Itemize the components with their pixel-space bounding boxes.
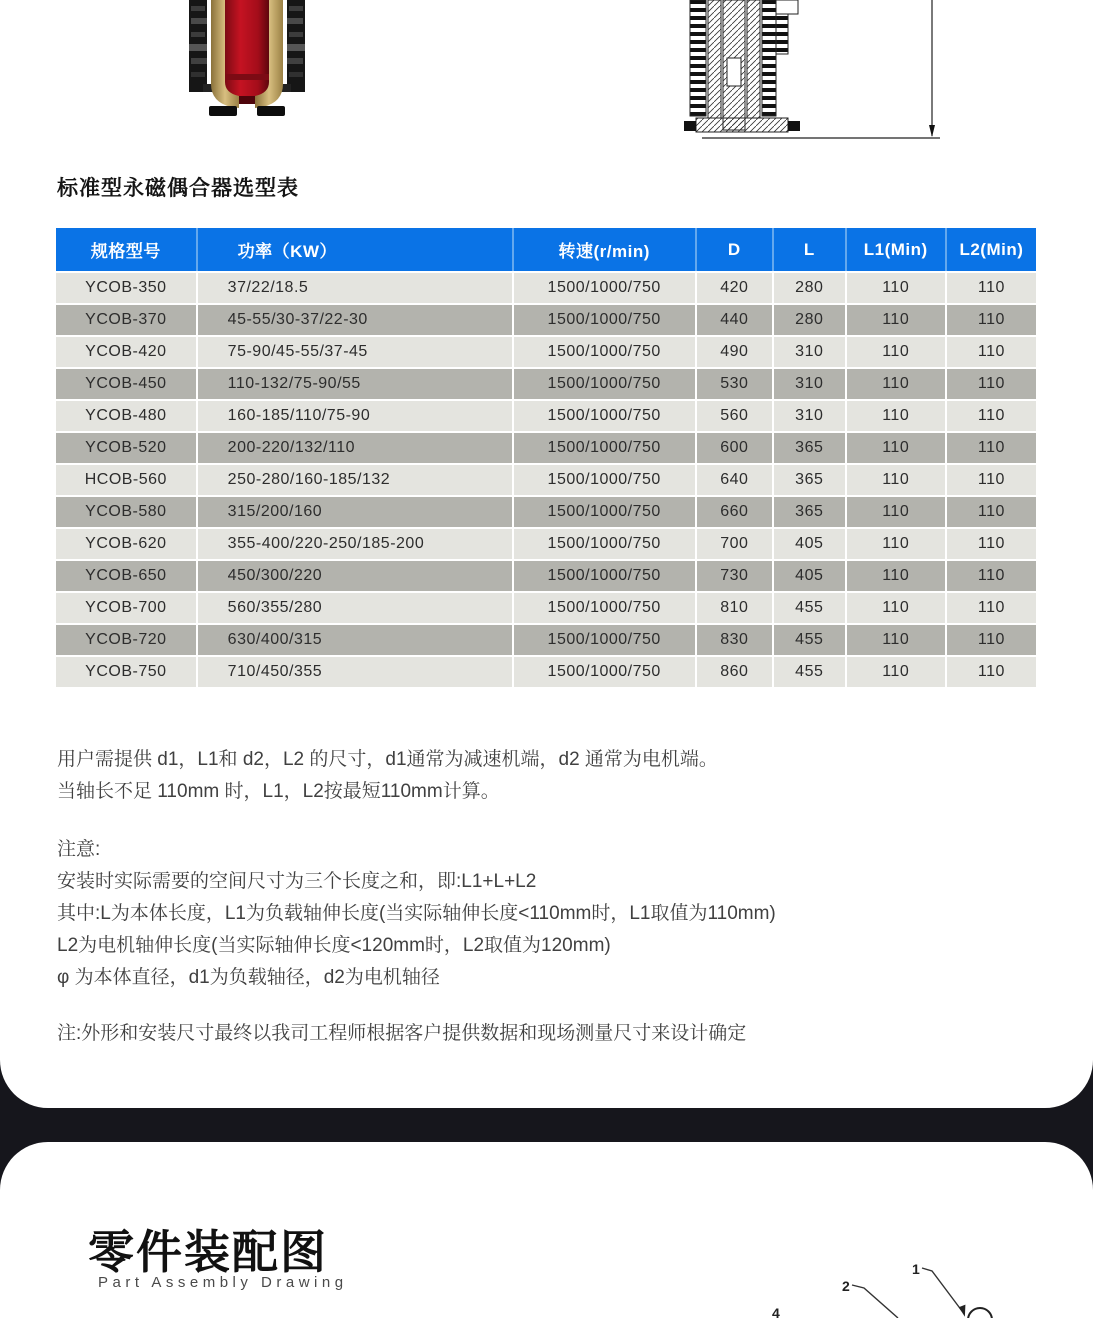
table-cell: YCOB-650	[56, 560, 197, 592]
table-cell: 110	[846, 336, 946, 368]
table-cell: 1500/1000/750	[513, 528, 696, 560]
table-row	[56, 304, 1036, 336]
table-cell: 200-220/132/110	[197, 432, 513, 464]
table-cell: 37/22/18.5	[197, 272, 513, 304]
table-cell: 405	[773, 560, 846, 592]
table-cell: 1500/1000/750	[513, 432, 696, 464]
table-cell: 110	[946, 656, 1036, 688]
table-cell: 440	[696, 304, 773, 336]
table-cell: 365	[773, 496, 846, 528]
table-cell: YCOB-420	[56, 336, 197, 368]
assembly-section-card	[0, 1142, 1093, 1318]
table-cell: 560/355/280	[197, 592, 513, 624]
table-row	[56, 464, 1036, 496]
table-cell: 160-185/110/75-90	[197, 400, 513, 432]
table-cell: 455	[773, 592, 846, 624]
table-cell: 110	[946, 336, 1036, 368]
table-cell: 110	[846, 272, 946, 304]
table-cell: 310	[773, 400, 846, 432]
table-cell: YCOB-520	[56, 432, 197, 464]
table-cell: 1500/1000/750	[513, 656, 696, 688]
table-cell: 110	[846, 624, 946, 656]
assembly-drawing-callouts	[740, 1238, 1093, 1318]
table-cell: YCOB-480	[56, 400, 197, 432]
table-cell: 660	[696, 496, 773, 528]
table-row	[56, 592, 1036, 624]
table-cell: 110	[846, 464, 946, 496]
table-cell: 110	[946, 368, 1036, 400]
table-cell: 630/400/315	[197, 624, 513, 656]
table-cell: 710/450/355	[197, 656, 513, 688]
spec-table-title: 标准型永磁偶合器选型表	[57, 177, 299, 200]
table-cell: 110	[846, 496, 946, 528]
table-cell: 110	[946, 464, 1036, 496]
table-cell: 600	[696, 432, 773, 464]
caution-line1: 安装时实际需要的空间尺寸为三个长度之和，即:L1+L+L2	[57, 871, 537, 892]
caution-line3: L2为电机轴伸长度(当实际轴伸长度<120mm时，L2取值为120mm)	[57, 935, 611, 956]
table-cell: 110	[946, 560, 1036, 592]
table-cell: 1500/1000/750	[513, 304, 696, 336]
table-cell: 110	[946, 496, 1036, 528]
table-cell: 1500/1000/750	[513, 496, 696, 528]
assembly-section-subtitle: Part Assembly Drawing	[98, 1274, 348, 1291]
table-cell: 110	[846, 656, 946, 688]
table-cell: 315/200/160	[197, 496, 513, 528]
table-cell: 110	[846, 432, 946, 464]
table-cell: 420	[696, 272, 773, 304]
part-circle	[968, 1308, 992, 1318]
table-cell: 110	[946, 304, 1036, 336]
table-cell: 700	[696, 528, 773, 560]
assembly-section-title: 零件装配图	[88, 1226, 328, 1278]
table-cell: 110	[846, 560, 946, 592]
table-cell: 1500/1000/750	[513, 464, 696, 496]
table-cell: 110	[946, 624, 1036, 656]
callout-number: 1	[912, 1261, 920, 1277]
table-cell: YCOB-370	[56, 304, 197, 336]
table-cell: 730	[696, 560, 773, 592]
column-header: 规格型号	[56, 228, 197, 272]
column-header: D	[696, 228, 773, 272]
notes	[57, 744, 1017, 1050]
table-cell: 1500/1000/750	[513, 272, 696, 304]
column-header: L2(Min)	[946, 228, 1036, 272]
column-header: 功率（KW）	[197, 228, 513, 272]
table-cell: YCOB-580	[56, 496, 197, 528]
table-cell: 110	[946, 400, 1036, 432]
table-cell: 110	[946, 528, 1036, 560]
table-cell: 110	[846, 400, 946, 432]
table-row	[56, 528, 1036, 560]
table-cell: 45-55/30-37/22-30	[197, 304, 513, 336]
technical-drawing-image	[672, 0, 947, 144]
table-cell: 365	[773, 432, 846, 464]
table-cell: 110	[846, 304, 946, 336]
table-row	[56, 624, 1036, 656]
note-intro-line2: 当轴长不足 110mm 时，L1，L2按最短110mm计算。	[57, 781, 500, 802]
spec-table-head	[56, 228, 1036, 272]
table-cell: 365	[773, 464, 846, 496]
table-row	[56, 656, 1036, 688]
spec-table-wrap	[56, 228, 1036, 689]
table-cell: 1500/1000/750	[513, 368, 696, 400]
caution-title: 注意:	[57, 839, 101, 860]
callout-number: 2	[842, 1278, 850, 1294]
table-cell: 280	[773, 272, 846, 304]
table-cell: YCOB-720	[56, 624, 197, 656]
table-cell: 1500/1000/750	[513, 592, 696, 624]
note-intro-line1: 用户需提供 d1，L1和 d2，L2 的尺寸，d1通常为减速机端，d2 通常为电机端。	[57, 749, 718, 770]
table-cell: 310	[773, 368, 846, 400]
table-cell: 310	[773, 336, 846, 368]
table-cell: YCOB-620	[56, 528, 197, 560]
table-cell: 405	[773, 528, 846, 560]
caution-line4: φ 为本体直径，d1为负载轴径，d2为电机轴径	[57, 967, 440, 988]
table-row	[56, 336, 1036, 368]
table-row	[56, 272, 1036, 304]
callout-number: 4	[772, 1305, 780, 1318]
column-header: L1(Min)	[846, 228, 946, 272]
table-cell: 1500/1000/750	[513, 624, 696, 656]
column-header: 转速(r/min)	[513, 228, 696, 272]
table-cell: 455	[773, 624, 846, 656]
table-cell: 110	[946, 432, 1036, 464]
table-cell: 110	[946, 272, 1036, 304]
table-cell: YCOB-750	[56, 656, 197, 688]
table-cell: 280	[773, 304, 846, 336]
table-cell: HCOB-560	[56, 464, 197, 496]
table-cell: 110	[846, 368, 946, 400]
table-cell: 530	[696, 368, 773, 400]
table-cell: 490	[696, 336, 773, 368]
table-cell: 110-132/75-90/55	[197, 368, 513, 400]
table-cell: 1500/1000/750	[513, 560, 696, 592]
caution-line2: 其中:L为本体长度，L1为负载轴伸长度(当实际轴伸长度<110mm时，L1取值为110mm)	[57, 903, 776, 924]
spec-table-body	[56, 272, 1036, 688]
table-cell: 1500/1000/750	[513, 336, 696, 368]
table-cell: 810	[696, 592, 773, 624]
table-cell: 455	[773, 656, 846, 688]
table-row	[56, 368, 1036, 400]
table-cell: 860	[696, 656, 773, 688]
table-row	[56, 432, 1036, 464]
table-cell: 250-280/160-185/132	[197, 464, 513, 496]
table-cell: 110	[846, 592, 946, 624]
spec-table	[56, 228, 1036, 689]
table-cell: YCOB-700	[56, 592, 197, 624]
table-cell: 110	[846, 528, 946, 560]
table-row	[56, 496, 1036, 528]
table-cell: 110	[946, 592, 1036, 624]
final-note: 注:外形和安装尺寸最终以我司工程师根据客户提供数据和现场测量尺寸来设计确定	[57, 1023, 747, 1044]
table-cell: 830	[696, 624, 773, 656]
table-cell: YCOB-350	[56, 272, 197, 304]
table-row	[56, 560, 1036, 592]
table-cell: 355-400/220-250/185-200	[197, 528, 513, 560]
table-cell: 640	[696, 464, 773, 496]
table-cell: 75-90/45-55/37-45	[197, 336, 513, 368]
table-cell: 1500/1000/750	[513, 400, 696, 432]
table-row	[56, 400, 1036, 432]
table-cell: 560	[696, 400, 773, 432]
column-header: L	[773, 228, 846, 272]
table-cell: 450/300/220	[197, 560, 513, 592]
table-cell: YCOB-450	[56, 368, 197, 400]
product-photo-image	[183, 0, 311, 120]
